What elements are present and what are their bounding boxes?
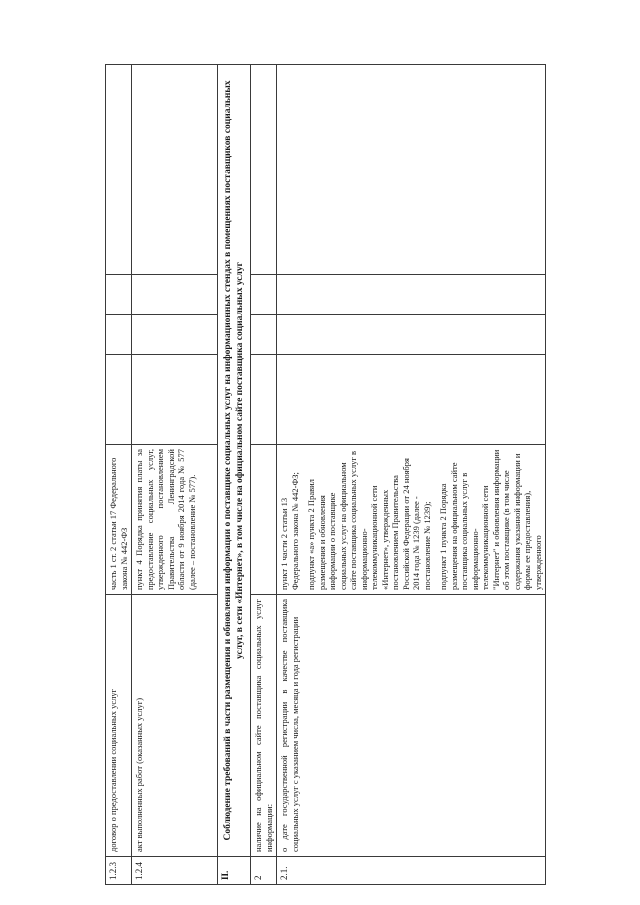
answer-cell bbox=[132, 355, 218, 445]
row-number: 1.2.4 bbox=[132, 857, 218, 885]
requirement-text: наличие на официальном сайте поставщика социальных услуг информации: bbox=[251, 595, 277, 857]
row-number: 2.1. bbox=[277, 857, 546, 885]
answer-cell bbox=[106, 275, 132, 315]
section-title: Соблюдение требований в части размещения и обновления информации о поставщике социальных услуг на информационных стендах в помещениях поставщиков социальных услуг, в сети «Интернет», в том числе на официальном сайте поставщика социальных услуг bbox=[218, 65, 251, 857]
answer-cell bbox=[277, 275, 546, 315]
table-row-1-2-3 bbox=[106, 65, 132, 885]
legal-basis-item: подпункт 1 пункта 2 Порядка размещения на официальном сайте поставщика социальных услуг в информационно-телекоммуникационной сети "Интернет" и обновления информации об этом поставщике (в том числе содержания указанной информации и формы ее предоставления), утвержденного bbox=[438, 449, 543, 590]
section-number: II. bbox=[218, 857, 251, 885]
row-number: 2 bbox=[251, 857, 277, 885]
legal-basis bbox=[251, 445, 277, 595]
section-header-row bbox=[218, 65, 251, 885]
answer-cell bbox=[251, 315, 277, 355]
answer-cell bbox=[132, 275, 218, 315]
note-cell bbox=[251, 65, 277, 275]
requirement-text: договор о предоставлении социальных услуг bbox=[106, 595, 132, 857]
note-cell bbox=[277, 65, 546, 275]
legal-basis-item: подпункт «а» пункта 2 Правил размещения и обновления информации о поставщике социальных услуг на официальном сайте поставщика социальных услуг в информационно-телекоммуникационной сети «Интернет», утвержденных постановлением Правительства Российской Федерации от 24 ноября 2014 года № 1239 (далее - постановление № 1239); bbox=[306, 450, 432, 590]
table-row-2-1 bbox=[277, 65, 546, 885]
answer-cell bbox=[132, 315, 218, 355]
answer-cell bbox=[251, 275, 277, 315]
legal-basis: пункт 4 Порядка принятия платы за предоставление социальных услуг, утвержденного постановлением Правительства Ленинградской области от 9 ноября 2014 года № 577 (далее – постановление № 577). bbox=[132, 445, 218, 595]
answer-cell bbox=[277, 315, 546, 355]
inspection-checklist-table bbox=[105, 64, 546, 885]
answer-cell bbox=[251, 355, 277, 445]
note-cell bbox=[106, 65, 132, 275]
legal-basis-item: пункт 1 части 2 статьи 13 Федерального закона № 442-ФЗ; bbox=[279, 472, 300, 590]
answer-cell bbox=[106, 355, 132, 445]
requirement-text: акт выполненных работ (оказанных услуг) bbox=[132, 595, 218, 857]
rotated-document-page bbox=[105, 65, 543, 885]
legal-basis bbox=[277, 445, 546, 595]
legal-basis: часть 1 ст. 2 статьи 17 Федерального закона № 442-ФЗ bbox=[106, 445, 132, 595]
note-cell bbox=[132, 65, 218, 275]
table-row-2 bbox=[251, 65, 277, 885]
answer-cell bbox=[106, 315, 132, 355]
row-number: 1.2.3 bbox=[106, 857, 132, 885]
answer-cell bbox=[277, 355, 546, 445]
table-row-1-2-4 bbox=[132, 65, 218, 885]
requirement-text: о дате государственной регистрации в качестве поставщика социальных услуг с указанием числа, месяца и года регистрации bbox=[277, 595, 546, 857]
